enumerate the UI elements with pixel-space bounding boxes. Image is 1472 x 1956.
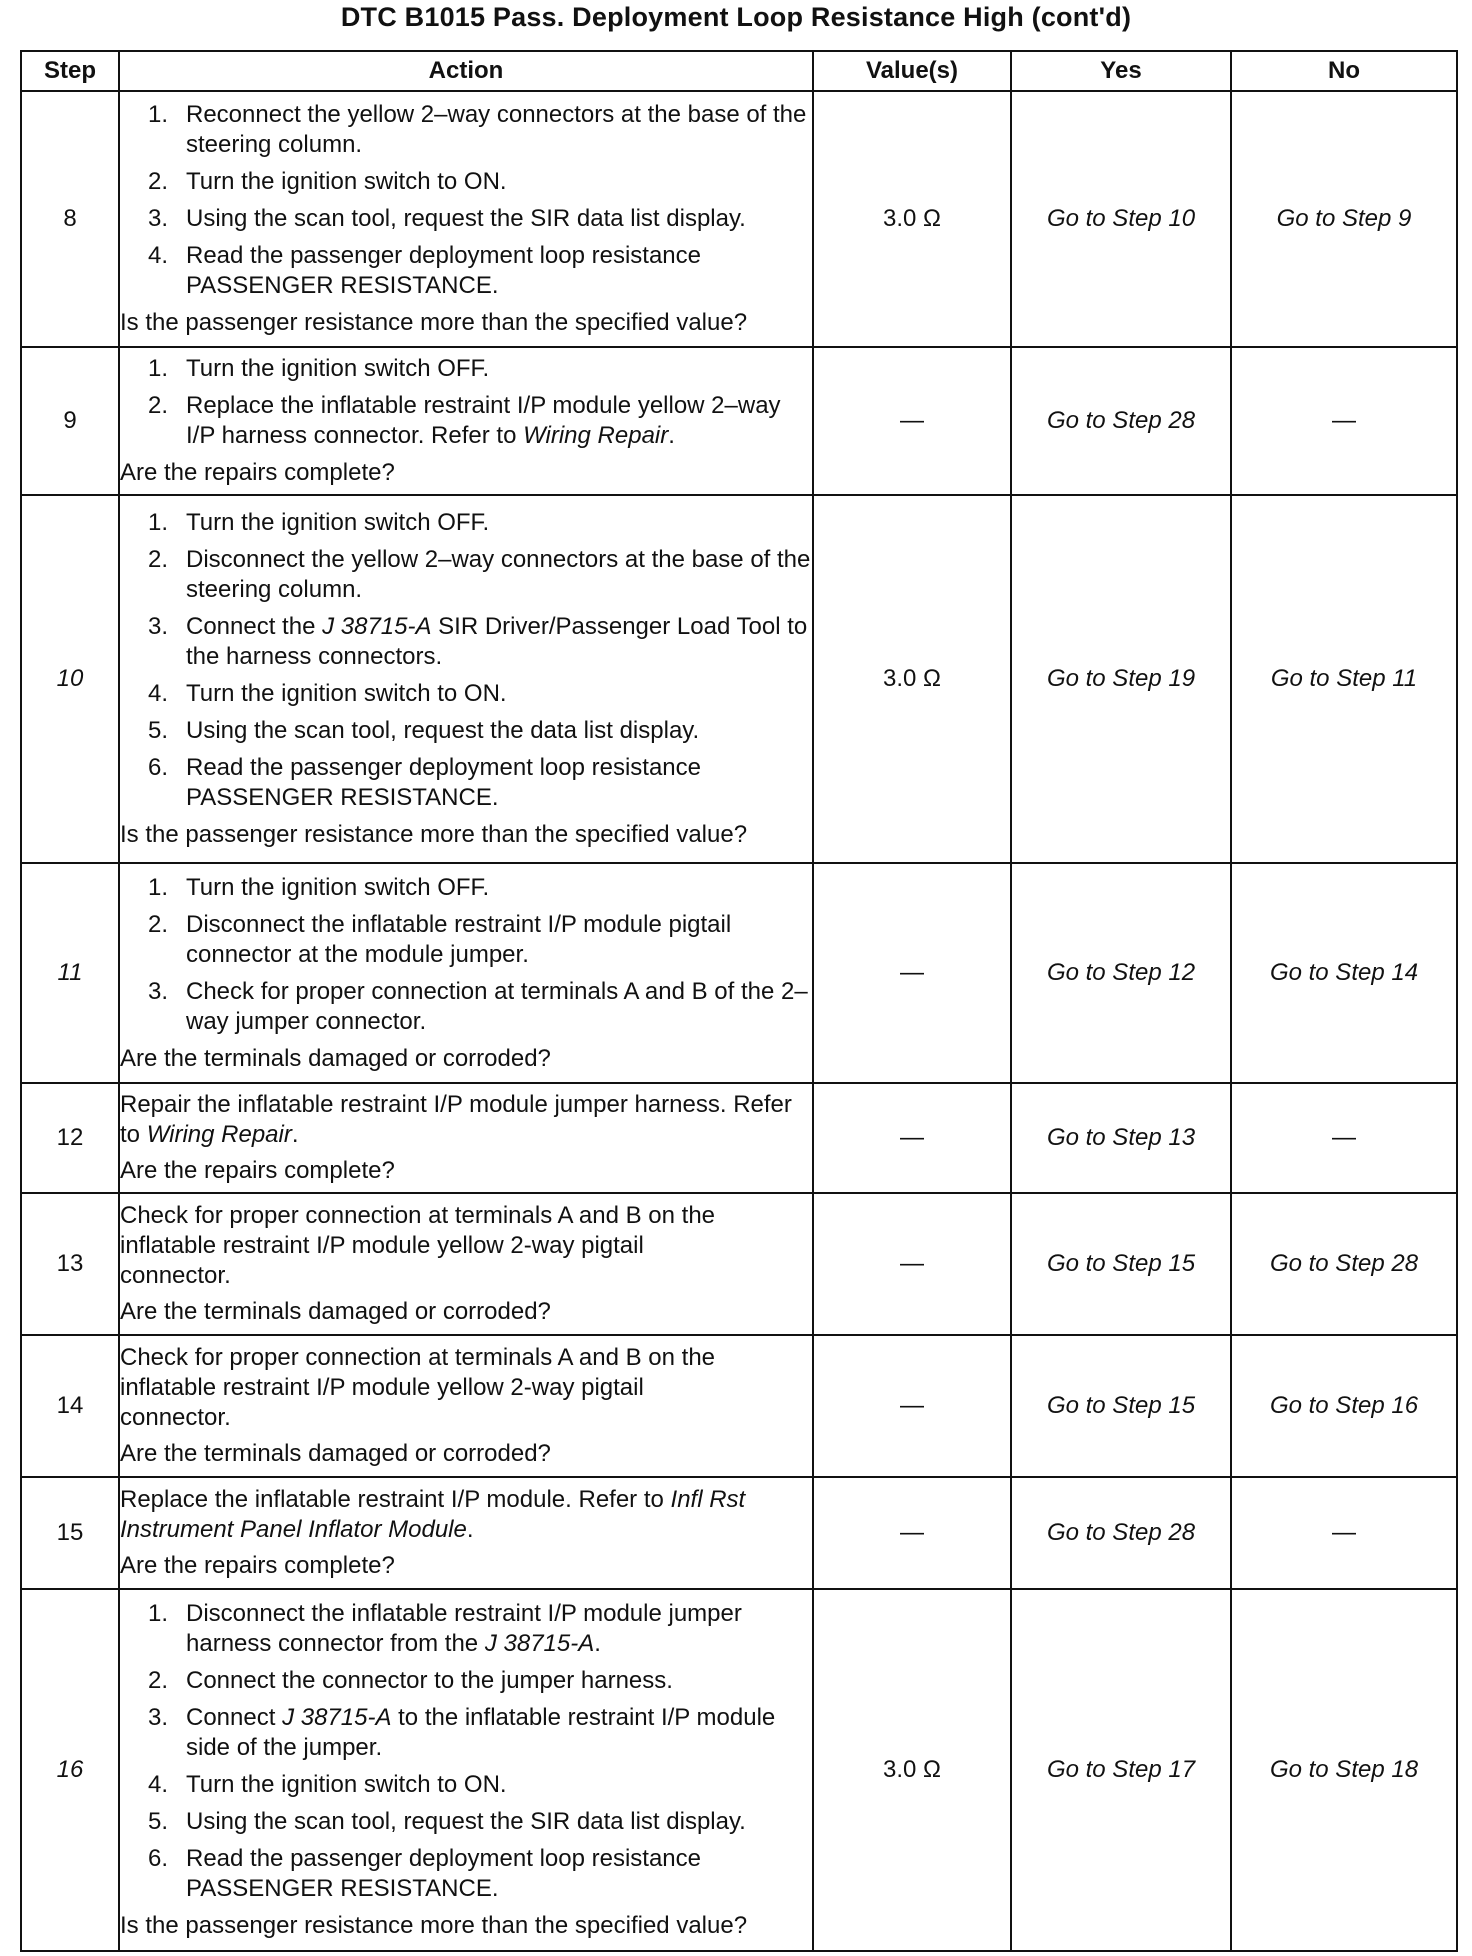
action-cell	[119, 495, 813, 863]
table-row-step-12	[21, 1083, 1457, 1193]
value-cell: —	[813, 1193, 1011, 1335]
action-text: Check for proper connection at terminals A and B on the inflatable restraint I/P module yellow 2-way pigtail connector.	[120, 1202, 716, 1289]
action-cell	[119, 1193, 813, 1335]
value-cell: —	[813, 347, 1011, 495]
value-cell: 3.0 Ω	[813, 91, 1011, 347]
action-item: 5. Using the scan tool, request the SIR data list display.	[148, 1808, 746, 1835]
action-item: 2. Replace the inflatable restraint I/P module yellow 2–way I/P harness connector. Refer to Wiring Repair.	[148, 392, 781, 449]
action-cell	[119, 863, 813, 1083]
diagnostic-table	[20, 50, 1458, 1952]
action-item: 1. Turn the ignition switch OFF.	[148, 509, 490, 536]
step-number: 10	[21, 495, 119, 863]
step-number: 11	[21, 863, 119, 1083]
action-question: Are the repairs complete?	[120, 459, 395, 486]
action-cell	[119, 1083, 813, 1193]
header-step: Step	[21, 51, 119, 91]
action-item: 6. Read the passenger deployment loop resistance PASSENGER RESISTANCE.	[148, 1845, 701, 1902]
action-item: 3. Using the scan tool, request the SIR data list display.	[148, 205, 746, 232]
table-row-step-15	[21, 1477, 1457, 1589]
action-text: Repair the inflatable restraint I/P module jumper harness. Refer to Wiring Repair.	[120, 1091, 792, 1148]
action-cell	[119, 91, 813, 347]
no-cell: Go to Step 16	[1231, 1335, 1457, 1477]
step-number: 14	[21, 1335, 119, 1477]
step-number: 16	[21, 1589, 119, 1951]
action-cell	[119, 347, 813, 495]
no-cell: Go to Step 18	[1231, 1589, 1457, 1951]
action-question: Are the terminals damaged or corroded?	[120, 1440, 551, 1467]
value-cell: —	[813, 1335, 1011, 1477]
action-item: 3. Check for proper connection at terminals A and B of the 2–way jumper connector.	[148, 977, 808, 1035]
no-cell: Go to Step 9	[1231, 91, 1457, 347]
yes-cell: Go to Step 15	[1011, 1335, 1231, 1477]
header-action: Action	[119, 51, 813, 91]
value-cell: —	[813, 863, 1011, 1083]
header-values: Value(s)	[813, 51, 1011, 91]
no-cell: —	[1231, 1083, 1457, 1193]
yes-cell: Go to Step 28	[1011, 347, 1231, 495]
action-item: 4. Turn the ignition switch to ON.	[148, 1771, 507, 1798]
yes-cell: Go to Step 17	[1011, 1589, 1231, 1951]
action-item: 6. Read the passenger deployment loop resistance PASSENGER RESISTANCE.	[148, 754, 701, 811]
yes-cell: Go to Step 28	[1011, 1477, 1231, 1589]
action-item: 3. Connect the J 38715-A SIR Driver/Passenger Load Tool to the harness connectors.	[148, 613, 808, 670]
yes-cell: Go to Step 12	[1011, 863, 1231, 1083]
step-number: 15	[21, 1477, 119, 1589]
action-item: 2. Disconnect the inflatable restraint I/P module pigtail connector at the module jumper.	[148, 910, 732, 968]
page-title: DTC B1015 Pass. Deployment Loop Resistance High (cont'd)	[340, 2, 1132, 32]
action-cell	[119, 1335, 813, 1477]
action-item: 2. Turn the ignition switch to ON.	[148, 168, 507, 195]
action-item: 3. Connect J 38715-A to the inflatable restraint I/P module side of the jumper.	[148, 1704, 776, 1761]
value-cell: 3.0 Ω	[813, 1589, 1011, 1951]
action-question: Are the terminals damaged or corroded?	[120, 1044, 551, 1072]
action-text: Replace the inflatable restraint I/P module. Refer to Infl Rst Instrument Panel Inflator Module.	[120, 1486, 746, 1543]
action-question: Is the passenger resistance more than the specified value?	[120, 1912, 748, 1939]
no-cell: Go to Step 11	[1231, 495, 1457, 863]
table-row-step-16	[21, 1589, 1457, 1951]
action-item: 1. Disconnect the inflatable restraint I/P module jumper harness connector from the J 38715-A.	[148, 1600, 742, 1657]
action-item: 1. Turn the ignition switch OFF.	[148, 355, 490, 382]
step-number: 12	[21, 1083, 119, 1193]
action-item: 1. Reconnect the yellow 2–way connectors at the base of the steering column.	[148, 101, 807, 158]
action-question: Is the passenger resistance more than the specified value?	[120, 821, 748, 848]
step-number: 13	[21, 1193, 119, 1335]
action-item: 5. Using the scan tool, request the data list display.	[148, 717, 700, 744]
action-item: 2. Disconnect the yellow 2–way connectors at the base of the steering column.	[148, 546, 811, 603]
header-no: No	[1231, 51, 1457, 91]
table-header-row	[21, 51, 1457, 91]
table-row-step-8	[21, 91, 1457, 347]
step-number: 9	[21, 347, 119, 495]
action-item: 4. Turn the ignition switch to ON.	[148, 680, 507, 707]
no-cell: Go to Step 28	[1231, 1193, 1457, 1335]
table-row-step-13	[21, 1193, 1457, 1335]
yes-cell: Go to Step 10	[1011, 91, 1231, 347]
no-cell: —	[1231, 347, 1457, 495]
action-question: Are the repairs complete?	[120, 1552, 395, 1579]
table-row-step-14	[21, 1335, 1457, 1477]
action-item: 2. Connect the connector to the jumper harness.	[148, 1667, 673, 1694]
action-item: 4. Read the passenger deployment loop resistance PASSENGER RESISTANCE.	[148, 242, 701, 299]
action-question: Are the terminals damaged or corroded?	[120, 1298, 551, 1325]
action-question: Are the repairs complete?	[120, 1157, 395, 1184]
action-item: 1. Turn the ignition switch OFF.	[148, 873, 490, 901]
action-cell	[119, 1589, 813, 1951]
yes-cell: Go to Step 19	[1011, 495, 1231, 863]
yes-cell: Go to Step 13	[1011, 1083, 1231, 1193]
table-row-step-11	[21, 863, 1457, 1083]
header-yes: Yes	[1011, 51, 1231, 91]
yes-cell: Go to Step 15	[1011, 1193, 1231, 1335]
table-row-step-9	[21, 347, 1457, 495]
value-cell: —	[813, 1083, 1011, 1193]
action-question: Is the passenger resistance more than the specified value?	[120, 309, 748, 336]
no-cell: —	[1231, 1477, 1457, 1589]
action-cell	[119, 1477, 813, 1589]
action-text: Check for proper connection at terminals A and B on the inflatable restraint I/P module yellow 2-way pigtail connector.	[120, 1344, 716, 1431]
table-row-step-10	[21, 495, 1457, 863]
step-number: 8	[21, 91, 119, 347]
value-cell: 3.0 Ω	[813, 495, 1011, 863]
value-cell: —	[813, 1477, 1011, 1589]
no-cell: Go to Step 14	[1231, 863, 1457, 1083]
